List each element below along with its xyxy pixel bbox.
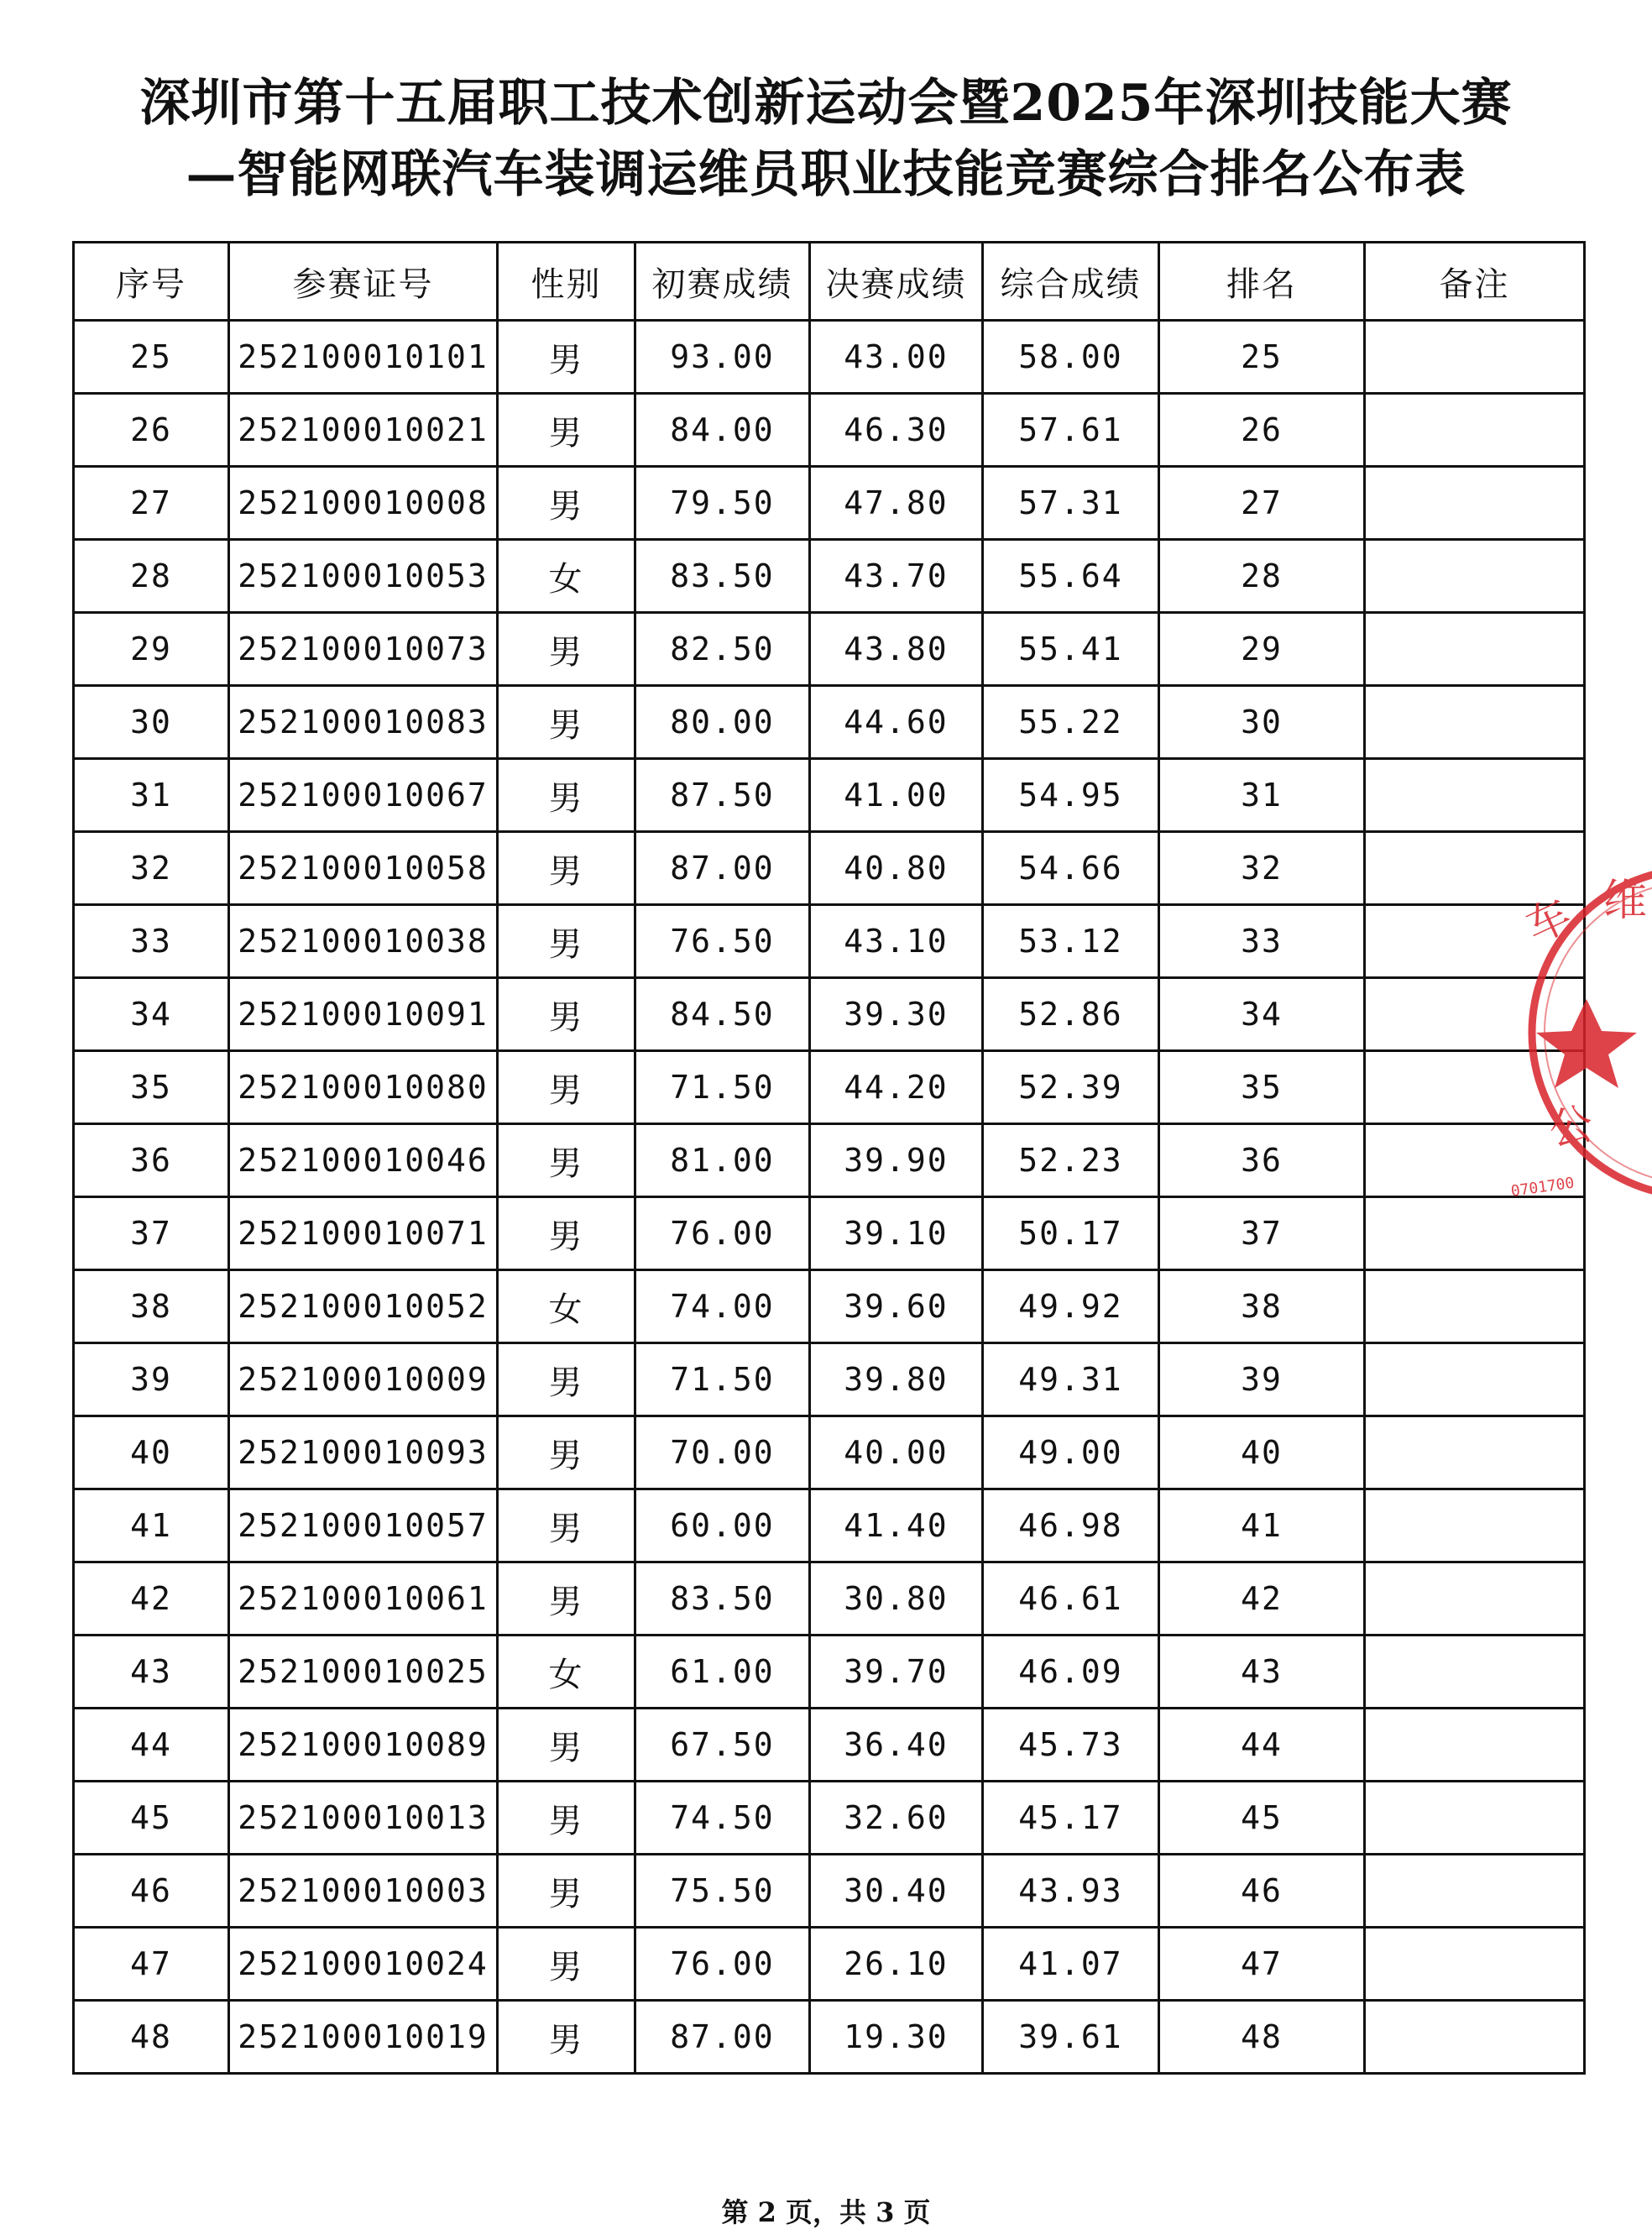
cell-gender: 男 [498, 394, 635, 467]
document-title-line-2: —智能网联汽车装调运维员职业技能竞赛综合排名公布表 [186, 145, 1466, 204]
cell-prelim-score: 81.00 [635, 1124, 810, 1197]
cell-gender: 女 [498, 1636, 635, 1709]
cell-prelim-score: 82.50 [635, 613, 810, 686]
cell-prelim-score: 67.50 [635, 1709, 810, 1782]
header-cert-no: 参赛证号 [229, 243, 498, 321]
cell-prelim-score: 76.00 [635, 1197, 810, 1270]
cell-seq: 38 [74, 1270, 229, 1343]
cell-overall-score: 55.64 [983, 540, 1159, 613]
cell-rank: 35 [1159, 1051, 1365, 1124]
cell-cert-no: 252100010009 [229, 1343, 498, 1416]
cell-remark [1365, 1124, 1585, 1197]
cell-prelim-score: 71.50 [635, 1051, 810, 1124]
table-row [74, 1270, 1585, 1343]
cell-final-score: 44.20 [810, 1051, 983, 1124]
cell-cert-no: 252100010025 [229, 1636, 498, 1709]
cell-overall-score: 54.95 [983, 759, 1159, 832]
cell-prelim-score: 74.00 [635, 1270, 810, 1343]
table-row [74, 321, 1585, 394]
cell-seq: 31 [74, 759, 229, 832]
cell-overall-score: 49.31 [983, 1343, 1159, 1416]
cell-prelim-score: 83.50 [635, 540, 810, 613]
cell-overall-score: 43.93 [983, 1855, 1159, 1928]
cell-gender: 男 [498, 1051, 635, 1124]
table-row [74, 978, 1585, 1051]
cell-final-score: 39.70 [810, 1636, 983, 1709]
cell-final-score: 30.40 [810, 1855, 983, 1928]
cell-seq: 45 [74, 1782, 229, 1855]
cell-rank: 28 [1159, 540, 1365, 613]
cell-cert-no: 252100010061 [229, 1562, 498, 1636]
cell-seq: 30 [74, 686, 229, 759]
cell-seq: 46 [74, 1855, 229, 1928]
cell-rank: 40 [1159, 1416, 1365, 1489]
cell-rank: 43 [1159, 1636, 1365, 1709]
cell-final-score: 30.80 [810, 1562, 983, 1636]
cell-overall-score: 54.66 [983, 832, 1159, 905]
cell-gender: 男 [498, 1709, 635, 1782]
cell-seq: 25 [74, 321, 229, 394]
cell-final-score: 44.60 [810, 686, 983, 759]
header-seq: 序号 [74, 243, 229, 321]
cell-seq: 48 [74, 2001, 229, 2074]
table-row [74, 1855, 1585, 1928]
cell-overall-score: 50.17 [983, 1197, 1159, 1270]
cell-remark [1365, 394, 1585, 467]
cell-overall-score: 46.09 [983, 1636, 1159, 1709]
cell-rank: 26 [1159, 394, 1365, 467]
cell-remark [1365, 321, 1585, 394]
table-row [74, 540, 1585, 613]
cell-rank: 41 [1159, 1489, 1365, 1562]
table-row [74, 1489, 1585, 1562]
table-row [74, 394, 1585, 467]
cell-gender: 男 [498, 1928, 635, 2001]
cell-rank: 34 [1159, 978, 1365, 1051]
cell-remark [1365, 832, 1585, 905]
table-row [74, 1416, 1585, 1489]
seal-number: 0701700 [1509, 1174, 1576, 1201]
ranking-table [72, 241, 1586, 2075]
cell-seq: 40 [74, 1416, 229, 1489]
cell-remark [1365, 467, 1585, 540]
cell-rank: 48 [1159, 2001, 1365, 2074]
seal-char: 维 [1603, 876, 1648, 926]
cell-cert-no: 252100010073 [229, 613, 498, 686]
cell-prelim-score: 93.00 [635, 321, 810, 394]
cell-cert-no: 252100010093 [229, 1416, 498, 1489]
cell-cert-no: 252100010038 [229, 905, 498, 978]
table-row [74, 613, 1585, 686]
cell-seq: 28 [74, 540, 229, 613]
cell-final-score: 41.00 [810, 759, 983, 832]
table-row [74, 1562, 1585, 1636]
cell-prelim-score: 60.00 [635, 1489, 810, 1562]
table-row [74, 1197, 1585, 1270]
cell-gender: 女 [498, 1270, 635, 1343]
cell-cert-no: 252100010003 [229, 1855, 498, 1928]
cell-seq: 37 [74, 1197, 229, 1270]
cell-final-score: 39.60 [810, 1270, 983, 1343]
cell-gender: 男 [498, 467, 635, 540]
cell-gender: 男 [498, 759, 635, 832]
cell-final-score: 19.30 [810, 2001, 983, 2074]
cell-gender: 男 [498, 1489, 635, 1562]
cell-seq: 36 [74, 1124, 229, 1197]
cell-remark [1365, 978, 1585, 1051]
cell-gender: 男 [498, 2001, 635, 2074]
cell-prelim-score: 84.50 [635, 978, 810, 1051]
cell-final-score: 47.80 [810, 467, 983, 540]
cell-overall-score: 46.98 [983, 1489, 1159, 1562]
cell-rank: 44 [1159, 1709, 1365, 1782]
cell-remark [1365, 1416, 1585, 1489]
cell-overall-score: 49.92 [983, 1270, 1159, 1343]
cell-final-score: 43.80 [810, 613, 983, 686]
cell-remark [1365, 1562, 1585, 1636]
cell-cert-no: 252100010021 [229, 394, 498, 467]
cell-final-score: 43.70 [810, 540, 983, 613]
cell-cert-no: 252100010091 [229, 978, 498, 1051]
cell-final-score: 43.10 [810, 905, 983, 978]
table-header-row [74, 243, 1585, 321]
cell-cert-no: 252100010046 [229, 1124, 498, 1197]
cell-prelim-score: 71.50 [635, 1343, 810, 1416]
cell-final-score: 40.00 [810, 1416, 983, 1489]
cell-prelim-score: 87.00 [635, 832, 810, 905]
cell-rank: 47 [1159, 1928, 1365, 2001]
table-row [74, 1051, 1585, 1124]
header-prelim-score: 初赛成绩 [635, 243, 810, 321]
cell-rank: 33 [1159, 905, 1365, 978]
cell-prelim-score: 74.50 [635, 1782, 810, 1855]
cell-prelim-score: 84.00 [635, 394, 810, 467]
cell-rank: 46 [1159, 1855, 1365, 1928]
table-row [74, 1928, 1585, 2001]
cell-overall-score: 45.73 [983, 1709, 1159, 1782]
table-row [74, 905, 1585, 978]
cell-seq: 47 [74, 1928, 229, 2001]
cell-final-score: 39.80 [810, 1343, 983, 1416]
cell-cert-no: 252100010013 [229, 1782, 498, 1855]
cell-final-score: 32.60 [810, 1782, 983, 1855]
cell-rank: 32 [1159, 832, 1365, 905]
cell-rank: 36 [1159, 1124, 1365, 1197]
table-row [74, 2001, 1585, 2074]
cell-cert-no: 252100010052 [229, 1270, 498, 1343]
cell-cert-no: 252100010080 [229, 1051, 498, 1124]
cell-rank: 29 [1159, 613, 1365, 686]
cell-cert-no: 252100010019 [229, 2001, 498, 2074]
cell-seq: 26 [74, 394, 229, 467]
cell-rank: 39 [1159, 1343, 1365, 1416]
cell-prelim-score: 79.50 [635, 467, 810, 540]
cell-rank: 25 [1159, 321, 1365, 394]
cell-prelim-score: 80.00 [635, 686, 810, 759]
cell-cert-no: 252100010089 [229, 1709, 498, 1782]
cell-seq: 32 [74, 832, 229, 905]
cell-remark [1365, 1636, 1585, 1709]
cell-rank: 38 [1159, 1270, 1365, 1343]
table-row [74, 1124, 1585, 1197]
table-row [74, 1636, 1585, 1709]
cell-overall-score: 46.61 [983, 1562, 1159, 1636]
page-footer: 第 2 页，共 3 页 [721, 2196, 931, 2228]
cell-final-score: 26.10 [810, 1928, 983, 2001]
header-overall-score: 综合成绩 [983, 243, 1159, 321]
cell-overall-score: 41.07 [983, 1928, 1159, 2001]
cell-rank: 42 [1159, 1562, 1365, 1636]
cell-remark [1365, 613, 1585, 686]
cell-final-score: 39.10 [810, 1197, 983, 1270]
cell-seq: 42 [74, 1562, 229, 1636]
cell-remark [1365, 1270, 1585, 1343]
cell-gender: 男 [498, 1416, 635, 1489]
cell-remark [1365, 1855, 1585, 1928]
cell-seq: 29 [74, 613, 229, 686]
cell-remark [1365, 1709, 1585, 1782]
header-final-score: 决赛成绩 [810, 243, 983, 321]
cell-remark [1365, 1197, 1585, 1270]
cell-rank: 27 [1159, 467, 1365, 540]
cell-gender: 男 [498, 1782, 635, 1855]
cell-cert-no: 252100010053 [229, 540, 498, 613]
cell-final-score: 40.80 [810, 832, 983, 905]
cell-prelim-score: 76.50 [635, 905, 810, 978]
header-gender: 性别 [498, 243, 635, 321]
cell-seq: 27 [74, 467, 229, 540]
cell-cert-no: 252100010008 [229, 467, 498, 540]
cell-prelim-score: 83.50 [635, 1562, 810, 1636]
cell-overall-score: 49.00 [983, 1416, 1159, 1489]
table-row [74, 467, 1585, 540]
cell-rank: 30 [1159, 686, 1365, 759]
cell-cert-no: 252100010067 [229, 759, 498, 832]
cell-gender: 男 [498, 321, 635, 394]
cell-cert-no: 252100010058 [229, 832, 498, 905]
cell-seq: 34 [74, 978, 229, 1051]
cell-gender: 男 [498, 832, 635, 905]
cell-overall-score: 57.31 [983, 467, 1159, 540]
cell-rank: 45 [1159, 1782, 1365, 1855]
cell-final-score: 39.90 [810, 1124, 983, 1197]
cell-prelim-score: 76.00 [635, 1928, 810, 2001]
cell-seq: 35 [74, 1051, 229, 1124]
cell-cert-no: 252100010057 [229, 1489, 498, 1562]
cell-remark [1365, 905, 1585, 978]
cell-gender: 男 [498, 613, 635, 686]
cell-gender: 男 [498, 686, 635, 759]
header-remark: 备注 [1365, 243, 1585, 321]
cell-overall-score: 55.41 [983, 613, 1159, 686]
cell-rank: 31 [1159, 759, 1365, 832]
table-row [74, 686, 1585, 759]
seal-char: 公 [1545, 1098, 1597, 1156]
cell-overall-score: 45.17 [983, 1782, 1159, 1855]
cell-gender: 男 [498, 905, 635, 978]
cell-gender: 男 [498, 1855, 635, 1928]
cell-overall-score: 57.61 [983, 394, 1159, 467]
cell-seq: 33 [74, 905, 229, 978]
cell-remark [1365, 686, 1585, 759]
cell-seq: 44 [74, 1709, 229, 1782]
cell-overall-score: 52.86 [983, 978, 1159, 1051]
cell-gender: 女 [498, 540, 635, 613]
cell-final-score: 46.30 [810, 394, 983, 467]
cell-prelim-score: 70.00 [635, 1416, 810, 1489]
cell-final-score: 36.40 [810, 1709, 983, 1782]
cell-overall-score: 55.22 [983, 686, 1159, 759]
cell-seq: 39 [74, 1343, 229, 1416]
cell-prelim-score: 75.50 [635, 1855, 810, 1928]
cell-remark [1365, 1343, 1585, 1416]
cell-overall-score: 58.00 [983, 321, 1159, 394]
cell-rank: 37 [1159, 1197, 1365, 1270]
cell-overall-score: 52.23 [983, 1124, 1159, 1197]
seal-char: 车 [1518, 889, 1580, 954]
table-row [74, 1343, 1585, 1416]
cell-gender: 男 [498, 1124, 635, 1197]
cell-gender: 男 [498, 1343, 635, 1416]
cell-cert-no: 252100010101 [229, 321, 498, 394]
cell-final-score: 43.00 [810, 321, 983, 394]
cell-remark [1365, 1489, 1585, 1562]
cell-prelim-score: 61.00 [635, 1636, 810, 1709]
cell-overall-score: 53.12 [983, 905, 1159, 978]
table-row [74, 759, 1585, 832]
cell-final-score: 39.30 [810, 978, 983, 1051]
table-row [74, 1709, 1585, 1782]
cell-gender: 男 [498, 978, 635, 1051]
cell-final-score: 41.40 [810, 1489, 983, 1562]
cell-seq: 43 [74, 1636, 229, 1709]
cell-overall-score: 52.39 [983, 1051, 1159, 1124]
cell-remark [1365, 1928, 1585, 2001]
table-row [74, 832, 1585, 905]
cell-remark [1365, 1051, 1585, 1124]
cell-remark [1365, 1782, 1585, 1855]
cell-remark [1365, 540, 1585, 613]
cell-gender: 男 [498, 1562, 635, 1636]
table-row [74, 1782, 1585, 1855]
cell-remark [1365, 2001, 1585, 2074]
cell-overall-score: 39.61 [983, 2001, 1159, 2074]
cell-gender: 男 [498, 1197, 635, 1270]
cell-remark [1365, 759, 1585, 832]
cell-seq: 41 [74, 1489, 229, 1562]
cell-prelim-score: 87.00 [635, 2001, 810, 2074]
header-rank: 排名 [1159, 243, 1365, 321]
cell-cert-no: 252100010071 [229, 1197, 498, 1270]
document-title-line-1: 深圳市第十五届职工技术创新运动会暨2025年深圳技能大赛 [139, 74, 1513, 133]
cell-cert-no: 252100010083 [229, 686, 498, 759]
cell-prelim-score: 87.50 [635, 759, 810, 832]
cell-cert-no: 252100010024 [229, 1928, 498, 2001]
